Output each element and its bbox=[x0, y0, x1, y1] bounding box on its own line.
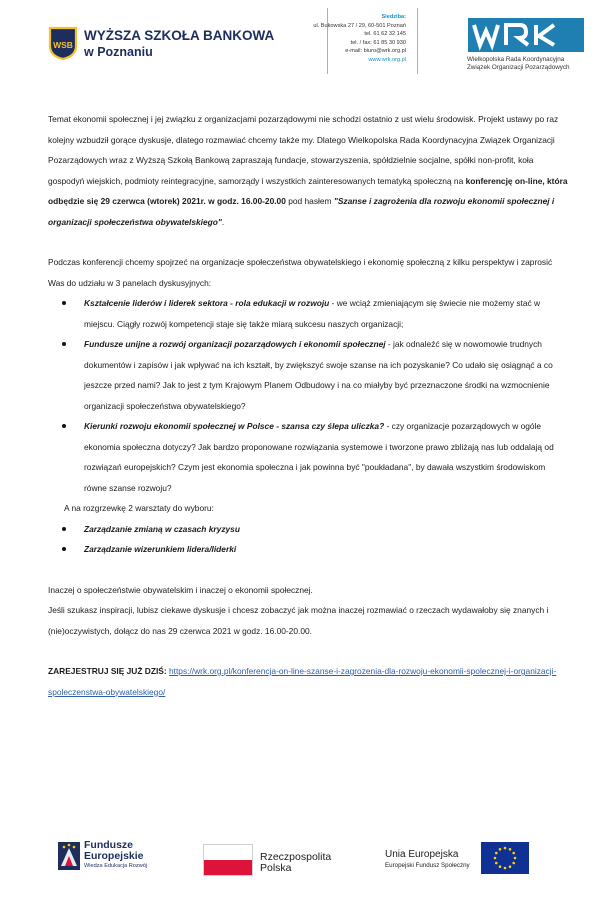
intro-end: . bbox=[221, 216, 225, 227]
eu-flag-icon bbox=[481, 842, 529, 874]
wsb-name bbox=[84, 28, 274, 60]
panel-description: - jak odnaleźć się w nowomowie trudnych dokumentów i zapisów i jak wpływać na ich kształt, by zwiększyć swoje szanse na ich pozyskanie? Co udało się osiągnąć a co jeszcze przed nami? Jak to jest z tym Krajowym Planem Odbudowy i na co miałyby być przeznaczone środki na wzmocnienie organizacji społeczeństwa obywatelskiego? bbox=[84, 339, 553, 411]
workshop-list bbox=[48, 519, 570, 560]
panel-title: Kształcenie liderów i liderek sektora - rola edukacji w rozwoju bbox=[84, 298, 330, 308]
poland-line2: Polska bbox=[260, 862, 292, 874]
wsb-name-line1: WYŻSZA SZKOŁA BANKOWA bbox=[84, 28, 275, 43]
register-label: ZAREJESTRUJ SIĘ JUŻ DZIŚ: bbox=[48, 666, 167, 676]
funding-footer bbox=[0, 830, 602, 890]
wsb-logo-lettering: WSB bbox=[53, 40, 73, 50]
contact-fax: tel. / fax: 61 85 30 930 bbox=[350, 39, 406, 46]
contact-tel: tel. 61 62 32 145 bbox=[364, 31, 406, 38]
eu-funds-program: Wiedza Edukacja Rozwój bbox=[84, 863, 148, 869]
eu-funds-line1: Fundusze bbox=[84, 839, 133, 851]
wrk-subtitle bbox=[467, 56, 570, 71]
eu-line1: Unia Europejska bbox=[385, 849, 459, 860]
eu-line2: Europejski Fundusz Społeczny bbox=[385, 862, 470, 869]
list-item bbox=[84, 416, 570, 498]
wsb-name-line2: w Poznaniu bbox=[84, 45, 153, 59]
wrk-subtitle-line1: Wielkopolska Rada Koordynacyjna bbox=[467, 56, 565, 63]
register-link[interactable]: https://wrk.org.pl/konferencja-on-line-szanse-i-zagrozenia-dla-rozwoju-ekonomii-spolecznej-i-organizacji-spoleczenstwa-obywatelskiego/ bbox=[48, 666, 557, 697]
list-item bbox=[84, 539, 570, 560]
panel-description: - czy organizacje pozarządowych w ogóle ekonomia społeczna dotyczy? Jak bardzo proponowane rozwiązania systemowe i tworzone prawo zbliżają nas lub oddalają od rozwiązań europejskich? Czym jest ekonomia społeczna i jak powinna być "poukładana", by dawała wszystkim środowiskom równe szanse rozwoju? bbox=[84, 421, 554, 493]
contact-web[interactable]: www.wrk.org.pl bbox=[368, 56, 406, 63]
intro-text: Temat ekonomii społecznej i jej związku z organizacjami pozarządowymi nie schodzi ostatnio z ust wielu środowisk. Projekt ustawy po raz kolejny wzbudził gorące dyskusje, dlatego rozmawiać chcemy także my. Dlatego Wielkopolska Rada Koordynacyjna Związek Organizacji Pozarządowych wraz z Wyższą Szkołą Bankową zapraszają fundacje, stowarzyszenia, spółdzielnie socjalne, spółki non-profit, koła gospodyń wiejskich, podmioty reintegracyjne, samorządy i wszystkich zainteresowanych tematyką społeczną na bbox=[48, 114, 559, 186]
eu-funds-logo-icon bbox=[58, 842, 80, 870]
closing-paragraph: Jeśli szukasz inspiracji, lubisz ciekawe dyskusje i chcesz zobaczyć jak można inaczej rozmawiać o rzeczach wydawałoby się znanych i (nie)oczywistych, dołącz do nas 29 czerwca 2021 w godz. 16.00-20.00. bbox=[48, 605, 549, 636]
panel-title: Fundusze unijne a rozwój organizacji pozarządowych i ekonomii społecznej bbox=[84, 339, 386, 349]
conference-date: konferencję on-line, która odbędzie się 29 czerwca (wtorek) 2021r. w godz. 16.00-20.00 bbox=[48, 175, 568, 206]
contact-email[interactable]: e-mail: biuro@wrk.org.pl bbox=[345, 48, 406, 55]
wrk-subtitle-line2: Związek Organizacji Pozarządowych bbox=[467, 63, 570, 71]
workshop-title: Zarządzanie wizerunkiem lidera/liderki bbox=[84, 544, 237, 554]
conference-slogan: "Szanse i zagrożenia dla rozwoju ekonomii społecznej i organizacji społeczeństwa obywatelskiego" bbox=[48, 196, 555, 227]
list-item bbox=[84, 293, 570, 334]
poland-label bbox=[260, 852, 331, 874]
eu-funds-line2: Europejskie bbox=[84, 850, 144, 862]
list-item bbox=[84, 334, 570, 416]
workshops-intro: A na rozgrzewkę 2 warsztaty do wyboru: bbox=[64, 503, 214, 513]
closing-line: Inaczej o społeczeństwie obywatelskim i inaczej o ekonomii społecznej. bbox=[48, 584, 313, 595]
intro-paragraph bbox=[48, 109, 570, 232]
wsb-shield-logo bbox=[48, 26, 78, 60]
contact-address: ul. Bukowska 27 / 29, 60-501 Poznań bbox=[313, 22, 406, 29]
workshop-title: Zarządzanie zmianą w czasach kryzysu bbox=[84, 523, 240, 534]
eu-funds-label bbox=[84, 840, 147, 870]
register-paragraph bbox=[48, 661, 570, 702]
panels-intro: Podczas konferencji chcemy spojrzeć na organizacje społeczeństwa obywatelskiego i ekonomię społeczną z kilku perspektyw i zaprosić Was do udziału w 3 panelach dyskusyjnych: bbox=[48, 257, 553, 288]
poland-line1: Rzeczpospolita bbox=[260, 851, 332, 863]
polish-flag-icon bbox=[203, 844, 253, 876]
letterhead bbox=[0, 0, 602, 90]
panel-title: Kierunki rozwoju ekonomii społecznej w Polsce - szansa czy ślepa uliczka? bbox=[84, 421, 385, 431]
header-divider-right bbox=[417, 8, 418, 74]
panel-list bbox=[48, 293, 570, 498]
eu-label bbox=[385, 848, 470, 871]
intro-text-2: pod hasłem bbox=[288, 196, 332, 206]
wrk-logo bbox=[468, 18, 584, 52]
contact-heading: Siedziba: bbox=[381, 14, 406, 20]
contact-block bbox=[300, 13, 406, 65]
panel-description: - we wciąż zmieniającym się świecie nie możemy stać w miejscu. Ciągły rozwój kompetencji staje się także miarą sukcesu naszych organizacji; bbox=[84, 298, 541, 329]
list-item bbox=[84, 519, 570, 540]
letter-body bbox=[48, 109, 570, 702]
